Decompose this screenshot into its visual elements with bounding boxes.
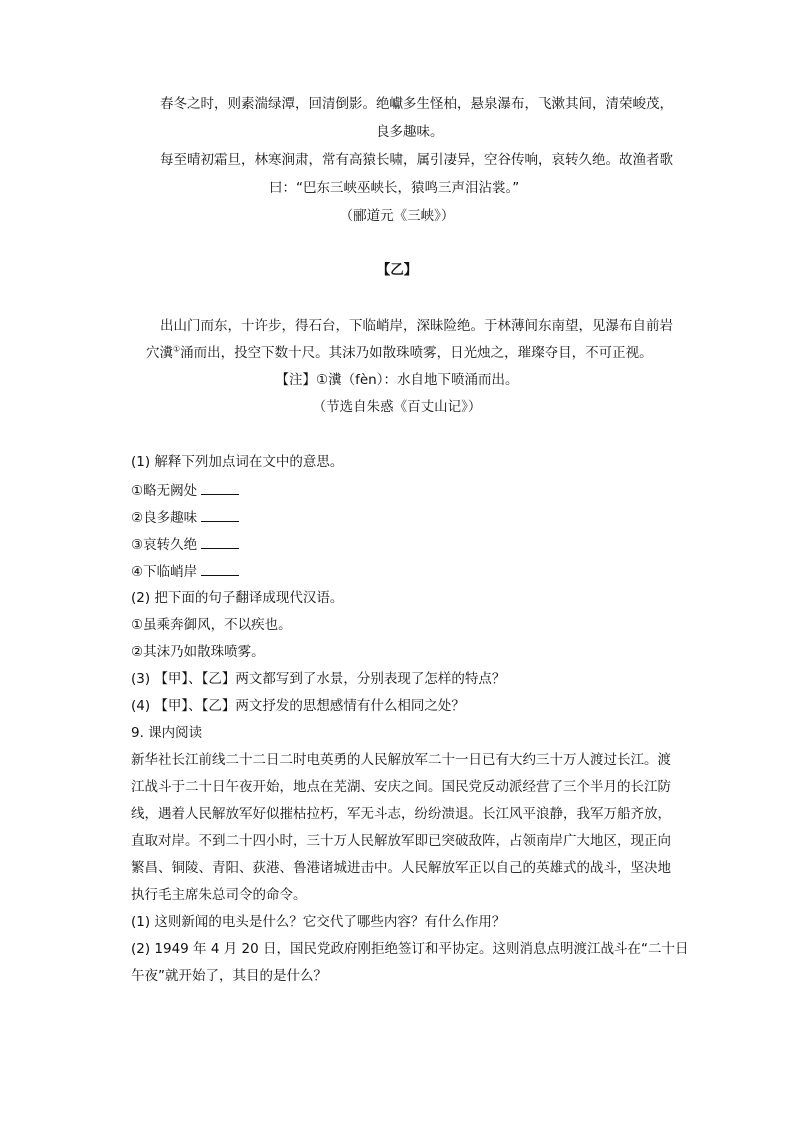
q8-sub-2: (2) 把下面的句子翻译成现代汉语。 — [131, 590, 344, 606]
yi-line-2 — [146, 343, 653, 363]
jia-line-3: 每至晴初霜旦，林寒涧肃，常有高猿长啸，属引凄异，空谷传响，哀转久绝。故渔者歌 — [160, 152, 673, 168]
q9-sub-1: (1) 这则新闻的电头是什么？它交代了哪些内容？有什么作用？ — [131, 914, 506, 930]
yi-source: （节选自朱惑《百丈山记》） — [312, 399, 482, 415]
q9-sub-2-line-1: (2) 1949 年 4 月 20 日，国民党政府刚拒绝签订和平协定。这则消息点明渡江战斗在“二十日 — [131, 941, 689, 957]
yi-note: 【注】①瀵（fèn）：水自地下喷涌而出。 — [275, 372, 519, 388]
yi-line-2-part-a: 穴瀵 — [146, 345, 173, 361]
q9-para-line-2: 江战斗于二十日午夜开始，地点在芜湖、安庆之间。国民党反动派经营了三个半月的长江防 — [131, 779, 671, 795]
answer-blank — [201, 561, 239, 576]
q9-title: 9. 课内阅读 — [131, 725, 203, 741]
yi-heading: 【乙】 — [376, 262, 418, 278]
q8-sub-3: (3) 【甲】、【乙】两文都写到了水景，分别表现了怎样的特点？ — [131, 671, 506, 687]
jia-line-1: 春冬之时，则素湍绿潭，回清倒影。绝巘多生怪柏，悬泉瀑布，飞漱其间，清荣峻茂， — [160, 96, 673, 112]
answer-blank — [201, 480, 239, 495]
jia-line-4: 曰：“巴东三峡巫峡长，猿鸣三声泪沾裳。” — [269, 180, 520, 196]
q8-word-4-text: ④下临峭岸 — [131, 564, 198, 580]
q8-sub-1: (1) 解释下列加点词在文中的意思。 — [131, 454, 344, 470]
footnote-marker: ① — [173, 344, 181, 354]
jia-source: （郦道元《三峡》） — [339, 208, 455, 224]
q8-word-1 — [131, 480, 239, 501]
q9-para-line-1: 新华社长江前线二十二日二时电英勇的人民解放军二十一日已有大约三十万人渡过长江。渡 — [131, 752, 671, 768]
q8-sentence-2: ②其沫乃如散珠喷雾。 — [131, 644, 265, 660]
q8-word-1-text: ①略无阙处 — [131, 483, 198, 499]
q8-word-4 — [131, 561, 239, 582]
q8-sentence-1: ①虽乘奔御风，不以疾也。 — [131, 617, 292, 633]
q9-para-line-6: 执行毛主席朱总司令的命令。 — [131, 887, 307, 903]
q8-word-2 — [131, 507, 239, 528]
answer-blank — [201, 507, 239, 522]
q9-sub-2-line-2: 午夜”就开始了，其目的是什么？ — [131, 968, 327, 984]
q9-para-line-3: 线，遇着人民解放军好似摧枯拉朽，军无斗志，纷纷溃退。长江风平浪静，我军万船齐放， — [131, 806, 671, 822]
q8-word-3 — [131, 534, 239, 555]
q8-word-2-text: ②良多趣味 — [131, 510, 198, 526]
q9-para-line-5: 繁昌、铜陵、青阳、荻港、鲁港诸城进击中。人民解放军正以自己的英雄式的战斗，坚决地 — [131, 860, 671, 876]
jia-line-2: 良多趣味。 — [376, 124, 444, 140]
yi-line-1: 出山门而东，十许步，得石台，下临峭岸，深昧险绝。于林薄间东南望，见瀑布自前岩 — [160, 318, 673, 334]
answer-blank — [201, 534, 239, 549]
q8-word-3-text: ③哀转久绝 — [131, 537, 198, 553]
yi-line-2-part-b: 涌而出，投空下数十尺。其沫乃如散珠喷雾，日光烛之，璀璨夺目，不可正视。 — [180, 345, 653, 361]
q9-para-line-4: 直取对岸。不到二十四小时，三十万人民解放军即已突破敌阵，占领南岸广大地区，现正向 — [131, 833, 671, 849]
q8-sub-4: (4) 【甲】、【乙】两文抒发的思想感情有什么相同之处？ — [131, 698, 465, 714]
